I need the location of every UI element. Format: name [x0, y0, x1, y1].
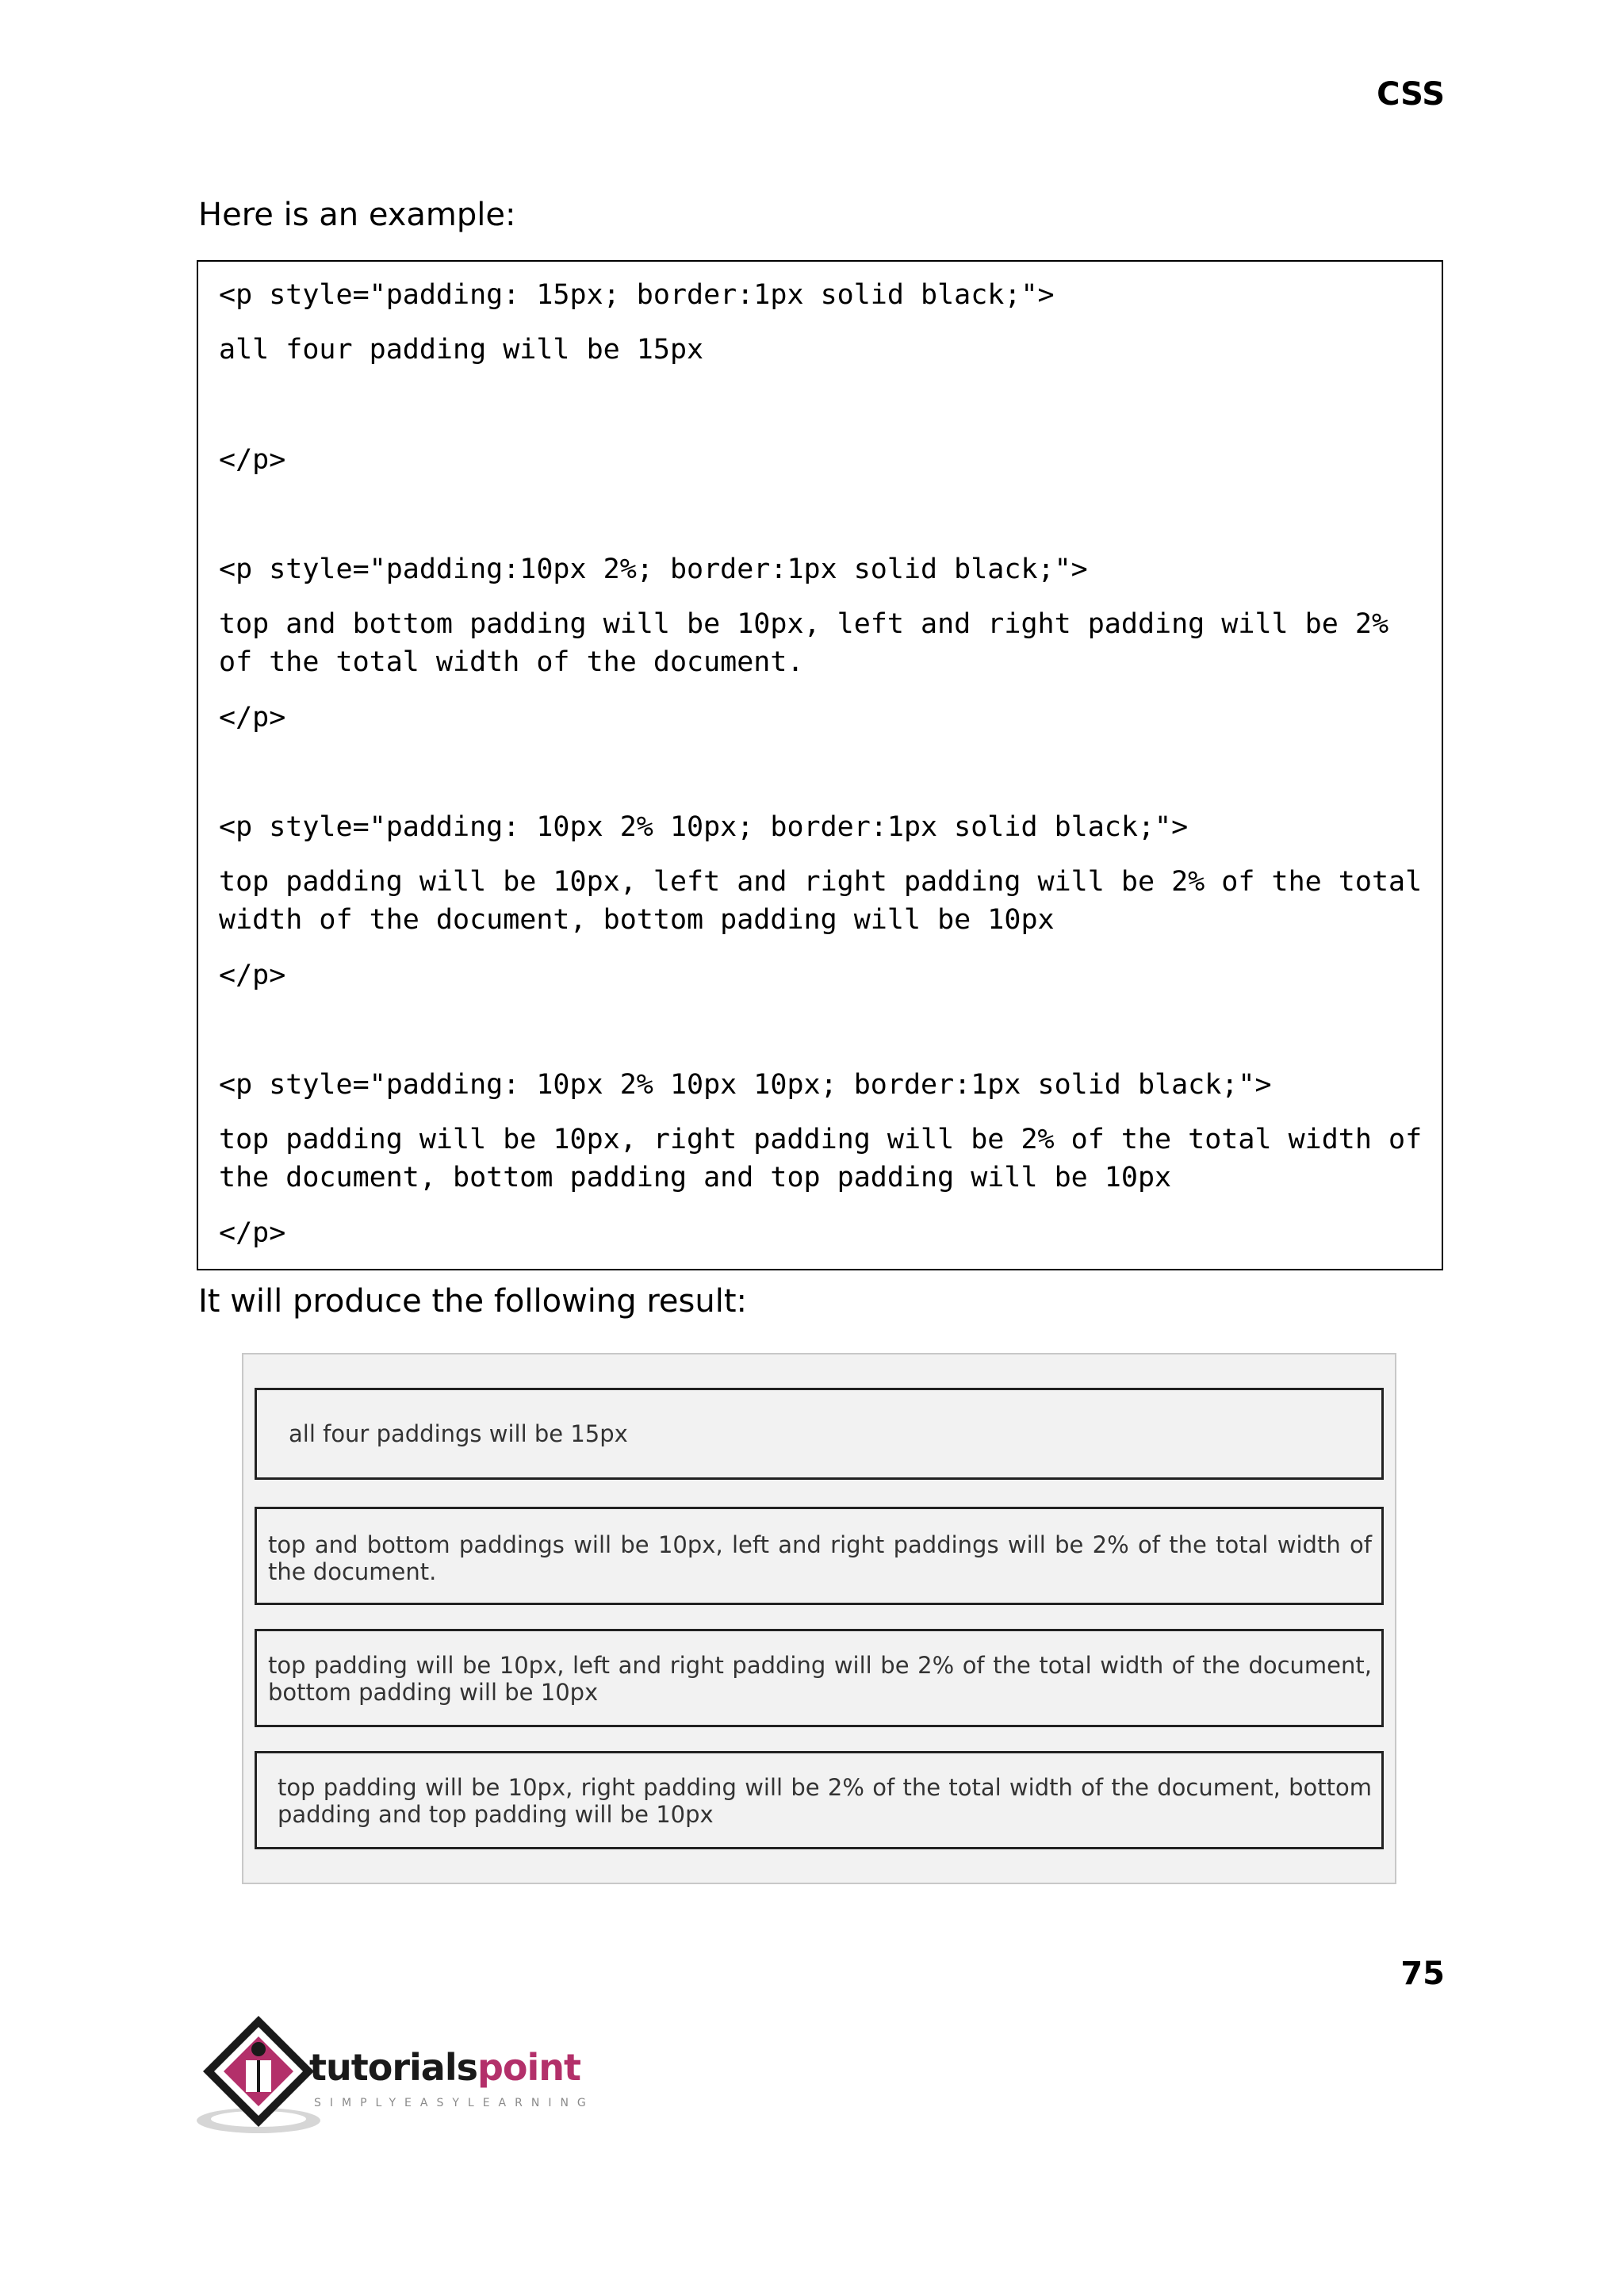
result-caption: It will produce the following result: [198, 1283, 747, 1320]
page-header-title: CSS [1377, 76, 1445, 113]
code-line: <p style="padding: 10px 2% 10px; border:1px solid black;"> [219, 811, 1189, 843]
code-line: top and bottom padding will be 10px, left and right padding will be 2% [219, 608, 1389, 640]
code-line: <p style="padding:10px 2%; border:1px solid black;"> [219, 554, 1088, 585]
code-line: top padding will be 10px, right padding will be 2% of the total width of [219, 1124, 1423, 1155]
result-preview [242, 1353, 1396, 1884]
result-box-4: top padding will be 10px, right padding will be 2% of the total width of the document, bottom padding and top padding will be 10px [255, 1751, 1384, 1849]
intro-text: Here is an example: [198, 197, 516, 233]
code-line: </p> [219, 960, 286, 991]
code-line: </p> [219, 444, 286, 476]
logo-word-point: point [477, 2046, 581, 2089]
code-line: </p> [219, 1217, 286, 1249]
page-number: 75 [1400, 1956, 1445, 1992]
result-box-2: top and bottom paddings will be 10px, left and right paddings will be 2% of the total width of the document. [255, 1507, 1384, 1605]
code-line: top padding will be 10px, left and right padding will be 2% of the total [219, 866, 1423, 898]
code-line: the document, bottom padding and top padding will be 10px [219, 1162, 1172, 1193]
logo-word-tutorials: tutorials [309, 2046, 477, 2089]
code-line: <p style="padding: 15px; border:1px solid black;"> [219, 279, 1055, 311]
result-box-3: top padding will be 10px, left and right padding will be 2% of the total width of the document, bottom padding will be 10px [255, 1629, 1384, 1727]
code-line: <p style="padding: 10px 2% 10px 10px; border:1px solid black;"> [219, 1069, 1272, 1101]
result-box-1: all four paddings will be 15px [255, 1388, 1384, 1480]
tutorialspoint-logo [197, 2014, 609, 2141]
logo-wordmark [309, 2046, 580, 2089]
code-block [197, 260, 1443, 1270]
code-line: width of the document, bottom padding will be 10px [219, 904, 1055, 936]
code-line: all four padding will be 15px [219, 334, 704, 366]
logo-tagline: SIMPLYEASYLEARNING [314, 2097, 595, 2109]
code-line: </p> [219, 702, 286, 734]
code-line: of the total width of the document. [219, 646, 804, 678]
